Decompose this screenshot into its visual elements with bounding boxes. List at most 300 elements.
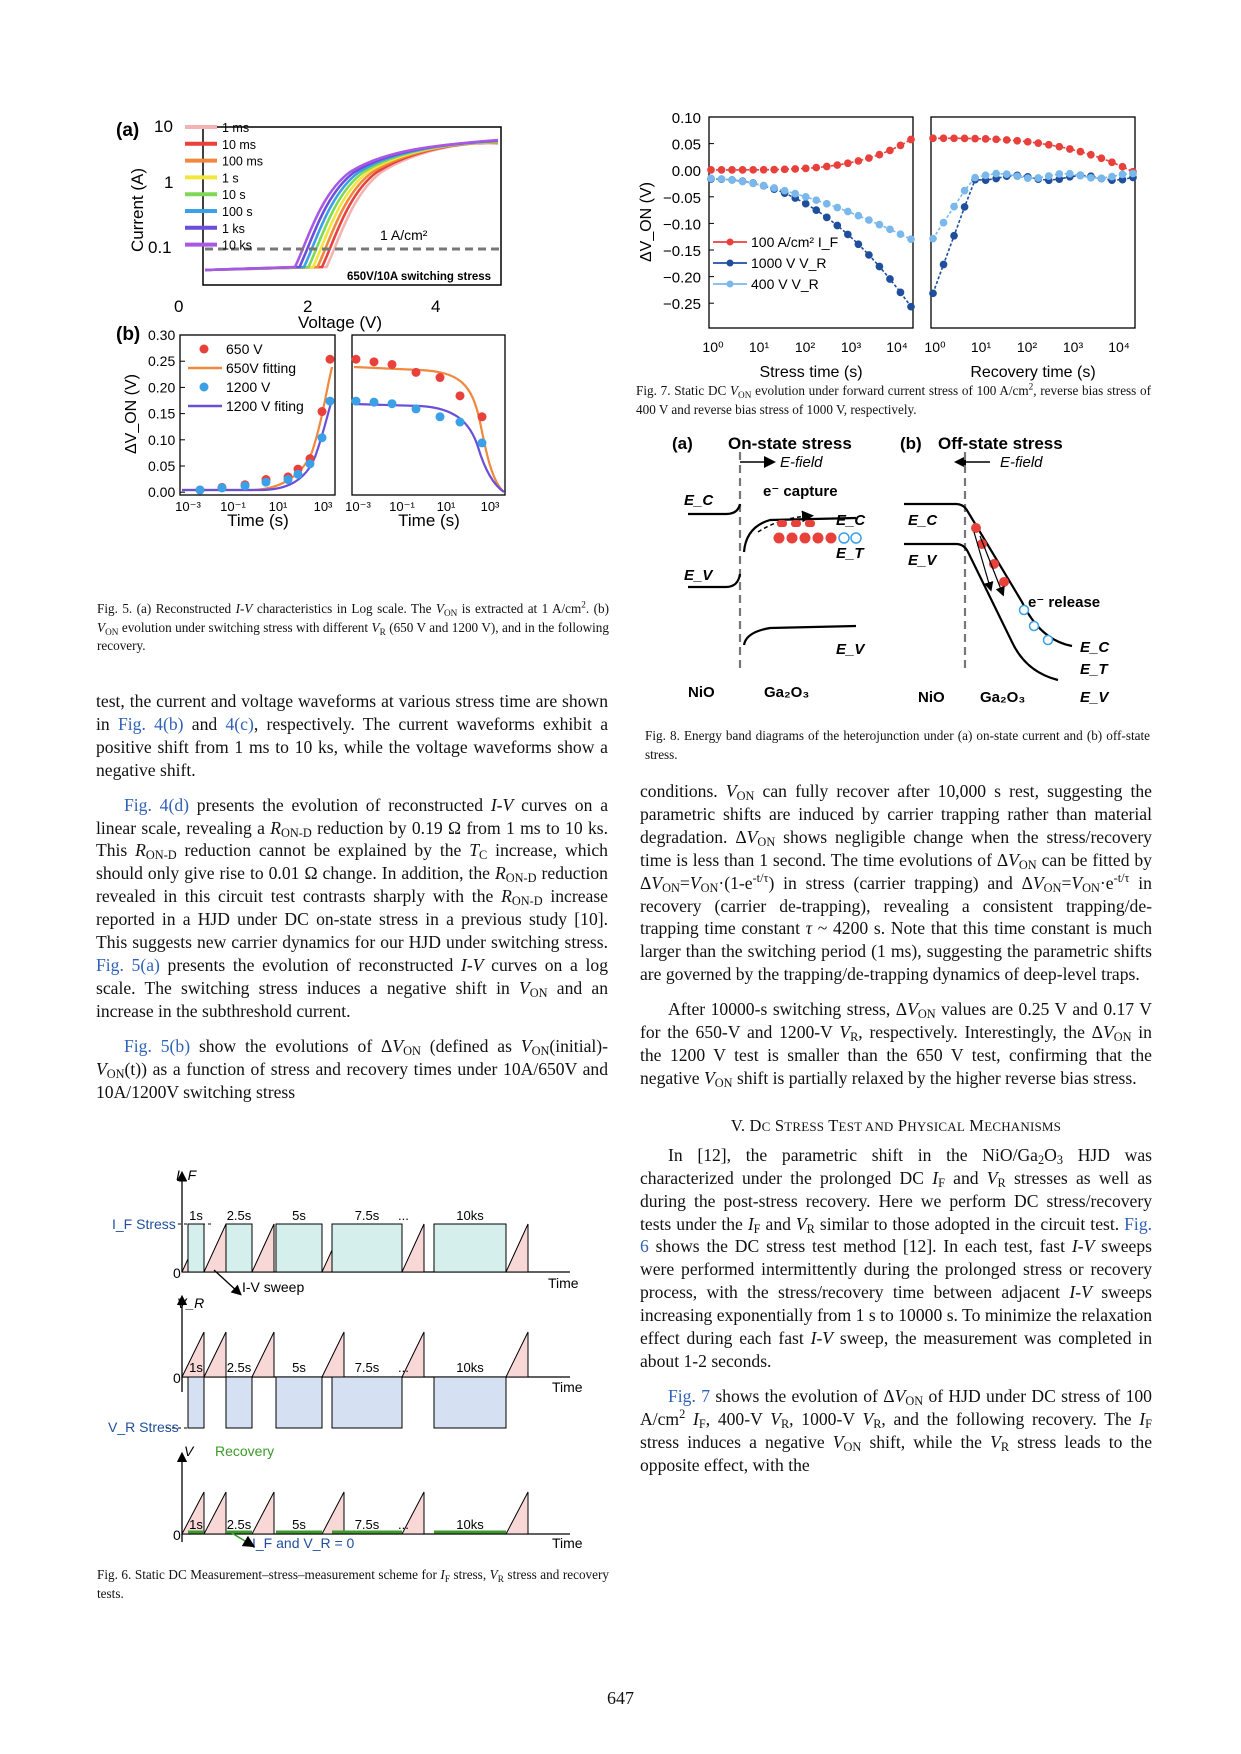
fig7-if-recovery-point-14 <box>1077 148 1083 154</box>
fig6-if-ellipsis: ... <box>398 1208 409 1223</box>
fig5b-legend-label-1: 650V fitting <box>226 360 297 376</box>
fig5b-1200v-stress-point-7 <box>318 433 327 442</box>
fig7-ylabel: ΔV_ON (V) <box>638 181 655 263</box>
fig6-if-dur-1: 2.5s <box>226 1208 252 1223</box>
fig5b-legend <box>188 341 304 414</box>
fig5b-1200v-recovery-point-3 <box>412 404 421 413</box>
fig8-release: e⁻ release <box>1028 594 1101 611</box>
fig5b-xlabel-left: Time (s) <box>227 511 289 530</box>
fig7-if-stress-point-2 <box>729 167 735 173</box>
fig7-if-recovery-point-7 <box>1003 137 1009 143</box>
fig5a-stress-label: 650V/10A switching stress <box>347 271 492 283</box>
fig7-if-recovery-point-0 <box>930 135 936 141</box>
fig7-ytick-4: −0.10 <box>663 216 701 234</box>
fig5b-ytick-1: 0.25 <box>148 353 176 370</box>
fig5b-1200v-recovery-point-1 <box>370 398 379 407</box>
fig8-a-ec-electron-2 <box>805 520 815 527</box>
fig6-recovery-cond: I_F and V_R = 0 <box>252 1535 355 1551</box>
fig5b-1200v-recovery-point-2 <box>388 399 397 408</box>
fig7-xtick-right-2: 10² <box>1016 339 1038 355</box>
fig7-400v-recovery-point-12 <box>1056 171 1062 177</box>
fig7-1000v-stress-point-19 <box>908 303 914 309</box>
fig7-if-stress-point-9 <box>803 165 809 171</box>
fig5b-1200v-recovery-point-4 <box>436 412 445 421</box>
fig7-400v-stress-point-2 <box>729 177 735 183</box>
fig5b-xtick-left-1: 10⁻¹ <box>220 499 246 514</box>
fig5b-xtick-left-2: 10¹ <box>268 499 288 514</box>
fig6-mid-sweep-5 <box>506 1332 528 1377</box>
fig7-400v-stress-point-7 <box>781 188 787 194</box>
fig7-if-recovery-point-15 <box>1088 152 1094 158</box>
fig6-if-block-4 <box>434 1224 506 1272</box>
fig7-ytick-3: −0.05 <box>663 189 701 207</box>
fig8-a-title: On-state stress <box>728 434 852 453</box>
fig7-xtick-right-1: 10¹ <box>970 339 992 355</box>
fig7-ytick-7: −0.25 <box>663 296 701 314</box>
fig8-b-ev-left: E_V <box>908 552 937 569</box>
fig5a-legend-label-2: 100 ms <box>222 154 263 169</box>
fig7-400v-stress-line <box>711 178 911 239</box>
fig6-vr-dur-2: 5s <box>292 1360 306 1375</box>
fig7-if-stress-point-14 <box>855 158 861 164</box>
fig5a-ytick-1: 1 <box>164 173 174 192</box>
fig8-b-empty-trap-1 <box>1030 622 1039 631</box>
fig5b-left-frame <box>180 335 335 495</box>
fig7-1000v-stress-point-16 <box>876 263 882 269</box>
fig7-legend-marker-1 <box>727 260 734 267</box>
fig6-recovery-waveform <box>182 1492 528 1534</box>
fig8-capture: e⁻ capture <box>763 483 838 500</box>
fig7-400v-recovery-point-14 <box>1077 172 1083 178</box>
fig8-b-ec-left: E_C <box>908 512 938 529</box>
fig8-a-empty-trap-1 <box>851 533 861 543</box>
fig6-iv-sweep: I-V sweep <box>242 1279 305 1295</box>
fig7-xtick-right-0: 10⁰ <box>924 339 946 355</box>
fig7-if-stress-point-17 <box>887 147 893 153</box>
fig7-400v-stress-point-6 <box>771 185 777 191</box>
fig5a-legend-label-6: 1 ks <box>222 221 245 236</box>
fig7-if-stress-point-12 <box>834 162 840 168</box>
fig5b-650v-recovery-point-1 <box>370 357 379 366</box>
fig5a-legend-label-0: 1 ms <box>222 121 250 135</box>
fig7-if-stress-point-3 <box>739 167 745 173</box>
fig5b-1200v-stress-point-8 <box>326 397 335 406</box>
fig7-if-stress-point-18 <box>897 142 903 148</box>
fig5b-650v-recovery-point-2 <box>388 360 397 369</box>
fig6-if-block-3 <box>332 1224 402 1272</box>
fig5b-650v-recovery-point-6 <box>478 412 487 421</box>
fig5b-xtick-right-3: 10³ <box>480 499 500 514</box>
fig7-if-stress-point-6 <box>771 166 777 172</box>
fig7-1000v-stress-point-12 <box>834 222 840 228</box>
fig8-a-filled-trap-1 <box>787 533 798 544</box>
fig6-rec-ellipsis: ... <box>398 1517 409 1532</box>
fig6-if-axis: I_F <box>176 1167 197 1183</box>
fig8-a-ga2o3: Ga₂O₃ <box>764 684 810 701</box>
fig5a-ylabel: Current (A) <box>128 167 147 253</box>
fig7-400v-recovery-point-18 <box>1119 171 1125 177</box>
figure-8 <box>660 432 1160 722</box>
fig8-a-ec-left: E_C <box>684 492 714 509</box>
page-number: 647 <box>607 1688 634 1708</box>
fig7-if-stress-point-7 <box>781 166 787 172</box>
fig8-b-ga2o3: Ga₂O₃ <box>980 689 1026 706</box>
fig6-zero-2: 0 <box>173 1370 181 1386</box>
figure-5 <box>100 117 570 592</box>
fig8-a-ec-electron-0 <box>777 520 787 527</box>
fig8-a-filled-trap-4 <box>826 533 837 544</box>
fig5b-1200v-stress-point-6 <box>306 459 315 468</box>
fig7-400v-stress-point-5 <box>760 182 766 188</box>
fig8-a-ev-left: E_V <box>684 567 713 584</box>
fig7-if-recovery-point-8 <box>1014 138 1020 144</box>
fig7-if-stress-point-4 <box>750 167 756 173</box>
fig7-400v-recovery-point-2 <box>951 203 957 209</box>
fig5b-xtick-left-0: 10⁻³ <box>175 499 201 514</box>
fig7-1000v-recovery-point-0 <box>930 290 936 296</box>
fig8-a-ev-right: E_V <box>836 641 865 658</box>
fig7-if-stress-point-1 <box>718 167 724 173</box>
fig5b-1200v-recovery-point-0 <box>352 397 361 406</box>
fig7-400v-stress-point-12 <box>834 204 840 210</box>
fig8-b-efield: E-field <box>1000 454 1043 471</box>
fig6-if-block-1 <box>226 1224 252 1272</box>
fig7-1000v-recovery-point-1 <box>940 261 946 267</box>
fig6-if-dur-4: 10ks <box>456 1208 484 1223</box>
fig5b-1200v-stress-point-4 <box>284 475 293 484</box>
fig7-if-stress-point-15 <box>866 155 872 161</box>
fig7-1000v-recovery-point-3 <box>961 204 967 210</box>
fig7-ytick-0: 0.10 <box>671 110 701 127</box>
fig6-v-axis: V <box>184 1443 194 1459</box>
fig5b-legend-label-3: 1200 V fiting <box>226 398 304 414</box>
fig7-400v-stress-point-10 <box>813 197 819 203</box>
fig6-if-stress-waveform <box>182 1208 528 1272</box>
fig7-if-recovery-point-1 <box>940 135 946 141</box>
fig5-caption: Fig. 5. (a) Reconstructed I-V characteristics in Log scale. The $V_{ON}$ is extracted at 1 $A/cm^2$. (b) $V_{ON}$ evolution under switching stress with different $V_R$ (650 V and 1200 V), and in the following recovery. <box>97 599 609 653</box>
fig5b-legend-label-2: 1200 V <box>226 379 271 395</box>
fig6-time-1: Time <box>548 1275 579 1291</box>
fig7-xlabel-left: Stress time (s) <box>759 364 863 381</box>
fig7-if-recovery-point-2 <box>951 135 957 141</box>
fig5b-650v-stress-point-7 <box>318 407 327 416</box>
fig6-vr-axis: V_R <box>177 1295 205 1311</box>
fig7-400v-stress-point-19 <box>908 236 914 242</box>
fig6-vr-dur-4: 10ks <box>456 1360 484 1375</box>
fig5b-xtick-right-1: 10⁻¹ <box>389 499 415 514</box>
fig8-a-filled-trap-3 <box>813 533 824 544</box>
fig8-a-et: E_T <box>836 545 864 562</box>
fig5a-legend-label-1: 10 ms <box>222 137 257 152</box>
fig5b-ytick-2: 0.20 <box>148 379 176 396</box>
fig7-legend <box>713 234 838 292</box>
fig7-1000v-stress-point-11 <box>824 214 830 220</box>
fig7-if-recovery-point-13 <box>1067 146 1073 152</box>
fig5-panel-a-label: (a) <box>116 120 140 141</box>
fig8-b-label: (b) <box>900 434 922 453</box>
fig5b-650v-stress-point-8 <box>326 355 335 364</box>
fig6-vr-block-4 <box>434 1377 506 1428</box>
fig5a-legend-label-3: 1 s <box>222 171 239 186</box>
fig6-rec-dur-1: 2.5s <box>226 1517 252 1532</box>
fig5b-1200v-stress-point-5 <box>294 470 303 479</box>
fig6-mid-sweep-2 <box>252 1332 274 1377</box>
fig7-xtick-left-4: 10⁴ <box>886 339 908 355</box>
fig7-if-stress-point-11 <box>824 163 830 169</box>
fig7-ytick-1: 0.05 <box>671 136 701 154</box>
fig7-400v-recovery-point-0 <box>930 235 936 241</box>
fig7-legend-label-2: 400 V V_R <box>751 276 819 292</box>
fig7-400v-stress-point-13 <box>845 208 851 214</box>
fig6-rec-dur-2: 5s <box>292 1517 306 1532</box>
fig6-top-sweep-5 <box>506 1224 528 1272</box>
right-body-text: conditions. $V_{ON}$ can fully recover after 10,000 s rest, suggesting the parametric shifts are induced by carrier trapping rather than material degradation. $\Delta V_{ON}$ shows negligible change when the stress/recovery time is less than 1 second. The time evolutions of $\Delta V_{ON}$ can be fitted by $\Delta V_{ON}=V_{ON}\cdot(1-e^{-t/\tau})$ in stress (carrier trapping) and $\Delta V_{ON}=V_{ON}\cdot e^{-t/\tau}$ in recovery (carrier de-trapping), revealing a consistent trapping/de-trapping time constant τ ~ 4200 s. Note that this time constant is much larger than the switching period (1 ms), suggesting the parametric shifts are governed by the trapping/de-trapping dynamics of deep-level traps. After 10000-s switching stress, $\Delta V_{ON}$ values are 0.25 V and 0.17 V for the 650-V and 1200-V $V_R$, respectively. Interestingly, the $\Delta V_{ON}$ in the 1200 V test is smaller than the 650 V test, confirming that the negative $V_{ON}$ shift is partially relaxed by the higher reverse bias stress. V. DC STRESS TEST AND PHYSICAL MECHANISMS In [12], the parametric shift in the NiO/$Ga_2O_3$ HJD was characterized under the prolonged DC $I_F$ and $V_R$ stresses as well as during the post-stress recovery. Here we perform DC stress/recovery tests under the $I_F$ and $V_R$ similar to those adopted in the circuit test. Fig. 6 shows the DC stress test method [12]. In each test, fast I-V sweeps were performed intermittently during the prolonged stress or recovery process, with the stress/recovery time between adjacent I-V sweeps increasing exponentially from 1 s to 10000 s. To minimize the relaxation effect during each fast I-V sweep, the measurement was completed in about 1-2 seconds. Fig. 7 shows the evolution of $\Delta V_{ON}$ of HJD under DC stress of 100 $A/cm^2$ $I_F$, 400-V $V_R$, 1000-V $V_R$, and the following recovery. The $I_F$ stress induces a negative $V_{ON}$ shift, while the $V_R$ stress leads to the opposite effect, with the <box>640 781 1153 1475</box>
fig7-400v-recovery-point-3 <box>961 187 967 193</box>
fig5b-ytick-5: 0.05 <box>148 458 176 474</box>
fig7-ytick-5: −0.15 <box>663 243 701 260</box>
fig8-b-et: E_T <box>1080 661 1108 678</box>
fig5b-ytick-0: 0.30 <box>148 327 176 343</box>
fig7-400v-stress-point-8 <box>792 190 798 196</box>
fig6-zero-1: 0 <box>173 1265 181 1281</box>
fig6-if-block-2 <box>276 1224 322 1272</box>
fig6-vr-block-0 <box>188 1377 204 1428</box>
fig8-b-nio: NiO <box>918 689 945 706</box>
fig7-if-recovery-point-5 <box>982 136 988 142</box>
fig7-400v-stress-point-0 <box>708 175 714 181</box>
fig7-1000v-stress-point-10 <box>813 207 819 213</box>
fig6-if-dur-3: 7.5s <box>354 1208 380 1223</box>
fig7-400v-recovery-point-16 <box>1098 175 1104 181</box>
fig5a-xtick-4: 4 <box>431 297 441 316</box>
fig7-xtick-left-3: 10³ <box>840 339 862 355</box>
fig8-b-title: Off-state stress <box>938 434 1063 453</box>
fig5a-legend-label-4: 10 s <box>222 188 246 203</box>
fig8-a-ec-electron-1 <box>791 520 801 527</box>
fig5-panel-b-label: (b) <box>116 324 141 345</box>
fig8-b-empty-trap-0 <box>1020 606 1029 615</box>
fig5b-1200v-stress-point-2 <box>241 481 250 490</box>
fig7-1000v-stress-point-9 <box>803 200 809 206</box>
fig6-top-sweep-1 <box>204 1224 226 1272</box>
fig5a-legend <box>185 121 263 253</box>
fig5a-legend-label-5: 100 s <box>222 205 253 219</box>
figure-6 <box>100 1167 583 1562</box>
fig8-a-nio: NiO <box>688 684 715 701</box>
fig5b-xtick-right-2: 10¹ <box>436 499 456 514</box>
fig5b-legend-label-0: 650 V <box>226 341 263 357</box>
fig7-400v-recovery-point-8 <box>1014 173 1020 179</box>
fig7-xtick-right-4: 10⁴ <box>1108 339 1130 355</box>
fig5a-xtick-2: 2 <box>303 297 313 316</box>
fig5b-1200v-recovery-point-5 <box>456 418 465 427</box>
fig5a-xlabel: Voltage (V) <box>297 313 383 332</box>
fig7-if-recovery-point-12 <box>1056 144 1062 150</box>
fig7-if-stress-point-5 <box>760 167 766 173</box>
fig7-if-recovery-point-9 <box>1025 139 1031 145</box>
fig6-mid-sweep-3 <box>322 1332 344 1377</box>
fig7-legend-marker-2 <box>727 281 734 288</box>
fig7-400v-recovery-point-10 <box>1035 175 1041 181</box>
fig7-caption: Fig. 7. Static DC $V_{ON}$ evolution under forward current stress of 100 $A/cm^2$, reverse bias stress of 400 V and reverse bias stress of 1000 V, respectively. <box>636 381 1152 417</box>
fig6-bot-sweep-5 <box>506 1492 528 1534</box>
fig7-1000v-stress-point-15 <box>866 252 872 258</box>
fig8-a-filled-trap-2 <box>800 533 811 544</box>
fig7-xtick-left-2: 10² <box>794 339 816 355</box>
fig6-vr-block-2 <box>276 1377 322 1428</box>
fig7-1000v-stress-point-18 <box>897 289 903 295</box>
fig5b-650v-recovery-point-5 <box>456 391 465 400</box>
fig6-rec-dur-0: 1s <box>189 1517 203 1532</box>
fig7-if-stress-point-0 <box>708 167 714 173</box>
fig5a-legend-label-7: 10 ks <box>222 238 252 253</box>
fig7-400v-stress-point-11 <box>824 201 830 207</box>
fig7-400v-recovery-point-1 <box>940 219 946 225</box>
fig5a-ytick-0.1: 0.1 <box>148 238 172 257</box>
fig7-if-recovery-point-6 <box>993 136 999 142</box>
fig8-a-label: (a) <box>672 434 693 453</box>
fig6-vr-dur-1: 2.5s <box>226 1360 252 1375</box>
fig5b-xlabel-right: Time (s) <box>398 511 460 530</box>
fig5b-650v-fit-recovery <box>354 367 504 492</box>
fig7-xtick-left-0: 10⁰ <box>702 339 724 355</box>
fig5a-ytick-10: 10 <box>154 117 173 136</box>
fig6-vr-dur-3: 7.5s <box>354 1360 380 1375</box>
fig7-400v-stress-point-14 <box>855 213 861 219</box>
fig6-rec-dur-4: 10ks <box>456 1517 484 1532</box>
fig7-yticks <box>663 110 714 313</box>
fig8-a-filled-trap-0 <box>774 533 785 544</box>
fig6-if-block-0 <box>188 1224 204 1272</box>
fig7-xlabel-right: Recovery time (s) <box>970 364 1096 381</box>
fig7-1000v-stress-point-13 <box>845 231 851 237</box>
fig6-recovery: Recovery <box>215 1443 275 1459</box>
fig5b-1200v-stress-point-1 <box>218 483 227 492</box>
fig6-zero-3: 0 <box>173 1527 181 1543</box>
fig7-400v-stress-point-16 <box>876 221 882 227</box>
fig5b-xtick-right-0: 10⁻³ <box>345 499 371 514</box>
fig5b-650v-recovery-point-0 <box>352 355 361 364</box>
fig7-xticks <box>702 339 1129 355</box>
fig6-vr-block-3 <box>332 1377 402 1428</box>
fig8-b-ev-right: E_V <box>1080 689 1109 706</box>
fig7-400v-recovery-point-7 <box>1003 171 1009 177</box>
fig7-400v-recovery-point-5 <box>982 172 988 178</box>
fig5b-650v-recovery-point-3 <box>412 368 421 377</box>
fig6-if-dur-0: 1s <box>189 1208 203 1223</box>
fig7-if-stress-point-8 <box>792 166 798 172</box>
fig6-rec-dur-3: 7.5s <box>354 1517 380 1532</box>
fig8-b-filled-trap-3 <box>999 577 1009 587</box>
section-title: V. DC STRESS TEST AND PHYSICAL MECHANISMS <box>730 1115 1062 1135</box>
fig7-if-recovery-point-10 <box>1035 140 1041 146</box>
fig6-vr-stress-waveform <box>182 1332 528 1428</box>
fig7-1000v-stress-point-14 <box>855 241 861 247</box>
fig5b-ylabel: ΔV_ON (V) <box>123 373 140 455</box>
fig6-caption: Fig. 6. Static DC Measurement–stress–measurement scheme for $I_F$ stress, $V_R$ stress and recovery tests. <box>97 1567 609 1601</box>
fig8-a-empty-trap-0 <box>839 533 849 543</box>
fig5b-1200v-stress-point-3 <box>262 478 271 487</box>
fig5b-legend-swatch-0 <box>200 345 209 354</box>
fig7-if-stress-point-19 <box>908 136 914 142</box>
fig6-mid-sweep-1 <box>204 1332 226 1377</box>
fig7-xtick-left-1: 10¹ <box>748 339 770 355</box>
fig6-if-stress: I_F Stress <box>112 1216 176 1232</box>
fig5a-annotation: 1 A/cm² <box>380 227 428 243</box>
fig7-if-stress-point-10 <box>813 164 819 170</box>
fig7-if-recovery-point-11 <box>1046 142 1052 148</box>
fig6-bot-sweep-1 <box>204 1492 226 1534</box>
fig6-bot-sweep-3 <box>322 1492 344 1534</box>
fig7-ytick-6: −0.20 <box>663 269 701 287</box>
fig7-1000v-recovery-point-2 <box>951 233 957 239</box>
fig7-if-recovery-point-16 <box>1098 155 1104 161</box>
fig6-time-2: Time <box>552 1379 583 1395</box>
fig7-if-recovery-point-18 <box>1119 164 1125 170</box>
fig6-vr-dur-0: 1s <box>189 1360 203 1375</box>
fig5b-xtick-left-3: 10³ <box>313 499 333 514</box>
fig7-400v-stress-point-18 <box>897 231 903 237</box>
fig7-right-frame <box>931 117 1135 328</box>
fig7-400v-recovery-point-11 <box>1046 173 1052 179</box>
fig8-caption: Fig. 8. Energy band diagrams of the heterojunction under (a) on-state current and (b) off-state stress. <box>645 728 1150 762</box>
fig7-400v-recovery-point-19 <box>1130 170 1136 176</box>
fig6-if-dur-2: 5s <box>292 1208 306 1223</box>
fig7-400v-recovery-point-9 <box>1025 175 1031 181</box>
fig7-400v-stress-point-1 <box>718 176 724 182</box>
fig6-vr-block-1 <box>226 1377 252 1428</box>
fig7-400v-recovery-point-4 <box>972 174 978 180</box>
fig6-top-sweep-2 <box>252 1224 274 1272</box>
fig7-1000v-stress-point-17 <box>887 276 893 282</box>
fig7-if-stress-point-16 <box>876 151 882 157</box>
fig5b-legend-swatch-2 <box>200 383 209 392</box>
fig6-vr-stress: V_R Stress <box>108 1419 179 1435</box>
fig7-if-recovery-point-3 <box>961 135 967 141</box>
fig6-time-3: Time <box>552 1535 583 1551</box>
fig7-400v-stress-point-4 <box>750 180 756 186</box>
fig7-if-recovery-point-17 <box>1109 159 1115 165</box>
fig7-400v-recovery-point-15 <box>1088 175 1094 181</box>
fig7-400v-recovery-point-6 <box>993 170 999 176</box>
fig8-a-ec-right: E_C <box>836 512 866 529</box>
fig7-legend-label-0: 100 A/cm² I_F <box>751 234 839 250</box>
fig6-bot-sweep-2 <box>252 1492 274 1534</box>
fig7-legend-label-1: 1000 V V_R <box>751 255 827 271</box>
fig7-if-stress-point-13 <box>845 160 851 166</box>
left-body-text: test, the current and voltage waveforms at various stress time are shown in Fig. 4(b) and 4(c), respectively. The current waveforms exhibit a positive shift from 1 ms to 10 ks, while the voltage waveforms show a negative shift. Fig. 4(d) presents the evolution of reconstructed I-V curves on a linear scale, revealing a $R_{ON-D}$ reduction by 0.19 Ω from 1 ms to 10 ks. This $R_{ON-D}$ reduction cannot be explained by the $T_C$ increase, which should only give rise to 0.01 Ω change. In addition, the $R_{ON-D}$ reduction revealed in this circuit test contrasts sharply with the $R_{ON-D}$ increase reported in a HJD under DC on-state stress in a previous study [10]. This suggests new carrier dynamics for our HJD under switching stress. Fig. 5(a) presents the evolution of reconstructed I-V curves on a log scale. The switching stress induces a negative shift in $V_{ON}$ and an increase in the subthreshold current. Fig. 5(b) show the evolutions of $\Delta V_{ON}$ (defined as $V_{ON}(initial)-V_{ON}(t)$) as a function of stress and recovery times under 10A/650V and 10A/1200V switching stress <box>96 691 609 1102</box>
fig7-400v-stress-point-9 <box>803 194 809 200</box>
fig8-a-efield: E-field <box>780 454 823 471</box>
fig7-400v-recovery-point-13 <box>1067 171 1073 177</box>
fig6-top-sweep-4 <box>402 1224 424 1272</box>
fig5a-xtick-0: 0 <box>174 297 184 316</box>
fig8-b-ec-right: E_C <box>1080 639 1110 656</box>
fig8-b-filled-trap-0 <box>971 523 981 533</box>
fig5b-ytick-4: 0.10 <box>148 431 176 448</box>
fig5b-ytick-6: 0.00 <box>148 484 176 501</box>
fig5b-1200v-recovery-point-6 <box>478 438 487 447</box>
fig7-400v-stress-point-3 <box>739 178 745 184</box>
fig7-ytick-2: 0.00 <box>671 163 701 181</box>
fig7-if-recovery-point-4 <box>972 135 978 141</box>
fig8-b-empty-trap-2 <box>1044 636 1053 645</box>
fig7-400v-stress-point-15 <box>866 217 872 223</box>
fig5b-650v-recovery-point-4 <box>436 373 445 382</box>
fig7-400v-stress-point-17 <box>887 226 893 232</box>
fig5b-1200v-stress-point-0 <box>196 486 205 495</box>
fig7-400v-recovery-point-17 <box>1109 173 1115 179</box>
